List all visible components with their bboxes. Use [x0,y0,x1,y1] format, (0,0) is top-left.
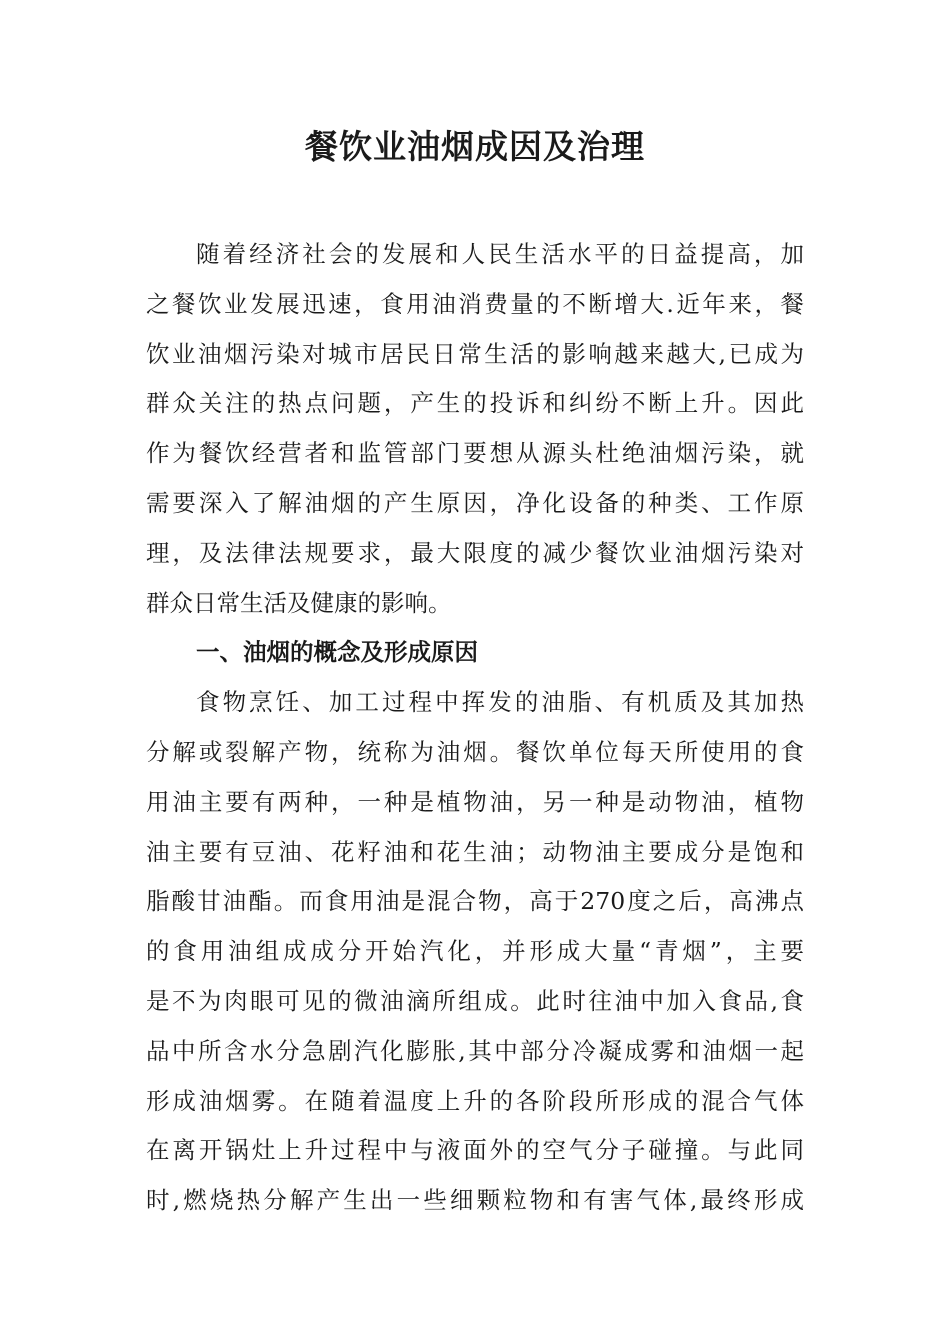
paragraph-line: 的食用油组成成分开始汽化，并形成大量“青烟”，主要 [146,937,804,966]
paragraph-line: 时,燃烧热分解产生出一些细颗粒物和有害气体,最终形成 [146,1186,804,1215]
paragraph-line: 食物烹饪、加工过程中挥发的油脂、有机质及其加热 [196,688,804,717]
document-body [146,230,804,1226]
paragraph-line: 需要深入了解油烟的产生原因，净化设备的种类、工作原 [146,488,804,517]
paragraph-line: 在离开锅灶上升过程中与液面外的空气分子碰撞。与此同 [146,1136,804,1165]
paragraph-line: 品中所含水分急剧汽化膨胀,其中部分冷凝成雾和油烟一起 [146,1036,804,1065]
paragraph-line: 油主要有豆油、花籽油和花生油；动物油主要成分是饱和 [146,837,804,866]
document-title: 餐饮业油烟成因及治理 [305,127,645,166]
paragraph-line: 脂酸甘油酯。而食用油是混合物，高于270度之后，高沸点 [146,887,804,916]
paragraph-line: 饮业油烟污染对城市居民日常生活的影响越来越大,已成为 [146,339,804,368]
paragraph-line: 作为餐饮经营者和监管部门要想从源头杜绝油烟污染，就 [146,439,804,468]
paragraph-line: 是不为肉眼可见的微油滴所组成。此时往油中加入食品,食 [146,986,804,1015]
paragraph-line: 随着经济社会的发展和人民生活水平的日益提高，加 [196,240,804,268]
paragraph-line: 群众关注的热点问题，产生的投诉和纠纷不断上升。因此 [146,389,804,418]
paragraph-line: 群众日常生活及健康的影响。 [146,588,452,617]
section-heading: 一、油烟的概念及形成原因 [196,638,478,667]
paragraph-line: 分解或裂解产物，统称为油烟。餐饮单位每天所使用的食 [146,737,804,766]
paragraph-line: 形成油烟雾。在随着温度上升的各阶段所形成的混合气体 [146,1086,804,1115]
paragraph-line: 之餐饮业发展迅速，食用油消费量的不断增大.近年来，餐 [146,289,804,318]
paragraph-line: 用油主要有两种，一种是植物油，另一种是动物油，植物 [146,787,804,816]
paragraph-line: 理，及法律法规要求，最大限度的减少餐饮业油烟污染对 [146,538,804,567]
